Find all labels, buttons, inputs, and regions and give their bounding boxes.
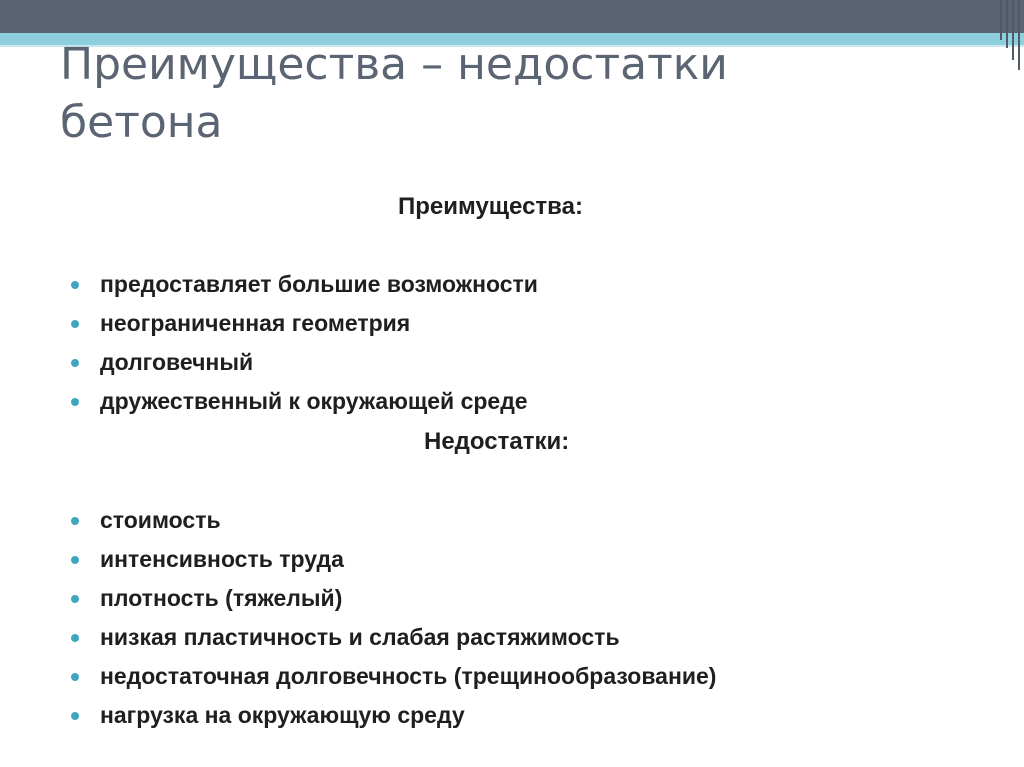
list-item [68, 544, 716, 583]
list-item [68, 700, 716, 739]
list-item [68, 269, 538, 308]
list-item [68, 386, 538, 425]
bullet-icon [71, 517, 79, 525]
list-item-text: предоставляет большие возможности [100, 271, 538, 297]
list-item-text: плотность (тяжелый) [100, 585, 343, 611]
list-item [68, 622, 716, 661]
bullet-icon [71, 712, 79, 720]
bullet-icon [71, 359, 79, 367]
bullet-icon [71, 595, 79, 603]
list-item-text: недостаточная долговечность (трещинообразование) [100, 663, 717, 689]
disadvantages-list [68, 505, 716, 739]
top-band [0, 0, 1024, 33]
bullet-icon [71, 398, 79, 406]
list-item-text: неограниченная геометрия [100, 310, 411, 336]
list-item [68, 347, 538, 386]
list-item [68, 505, 716, 544]
bullet-icon [71, 281, 79, 289]
list-item-text: долговечный [100, 349, 254, 375]
list-item [68, 308, 538, 347]
list-item-text: интенсивность труда [100, 546, 344, 572]
list-item-text: низкая пластичность и слабая растяжимость [100, 624, 620, 650]
list-item-text: стоимость [100, 507, 221, 533]
slide-title: Преимущества – недостатки бетона [60, 39, 728, 148]
list-item-text: нагрузка на окружающую среду [100, 702, 465, 728]
advantages-heading: Преимущества: [398, 193, 583, 220]
list-item [68, 583, 716, 622]
list-item-text: дружественный к окружающей среде [100, 388, 528, 414]
bullet-icon [71, 673, 79, 681]
bullet-icon [71, 320, 79, 328]
bullet-icon [71, 634, 79, 642]
corner-decoration [994, 0, 1024, 70]
disadvantages-heading: Недостатки: [424, 428, 570, 455]
advantages-list [68, 269, 538, 425]
bullet-icon [71, 556, 79, 564]
list-item [68, 661, 716, 700]
